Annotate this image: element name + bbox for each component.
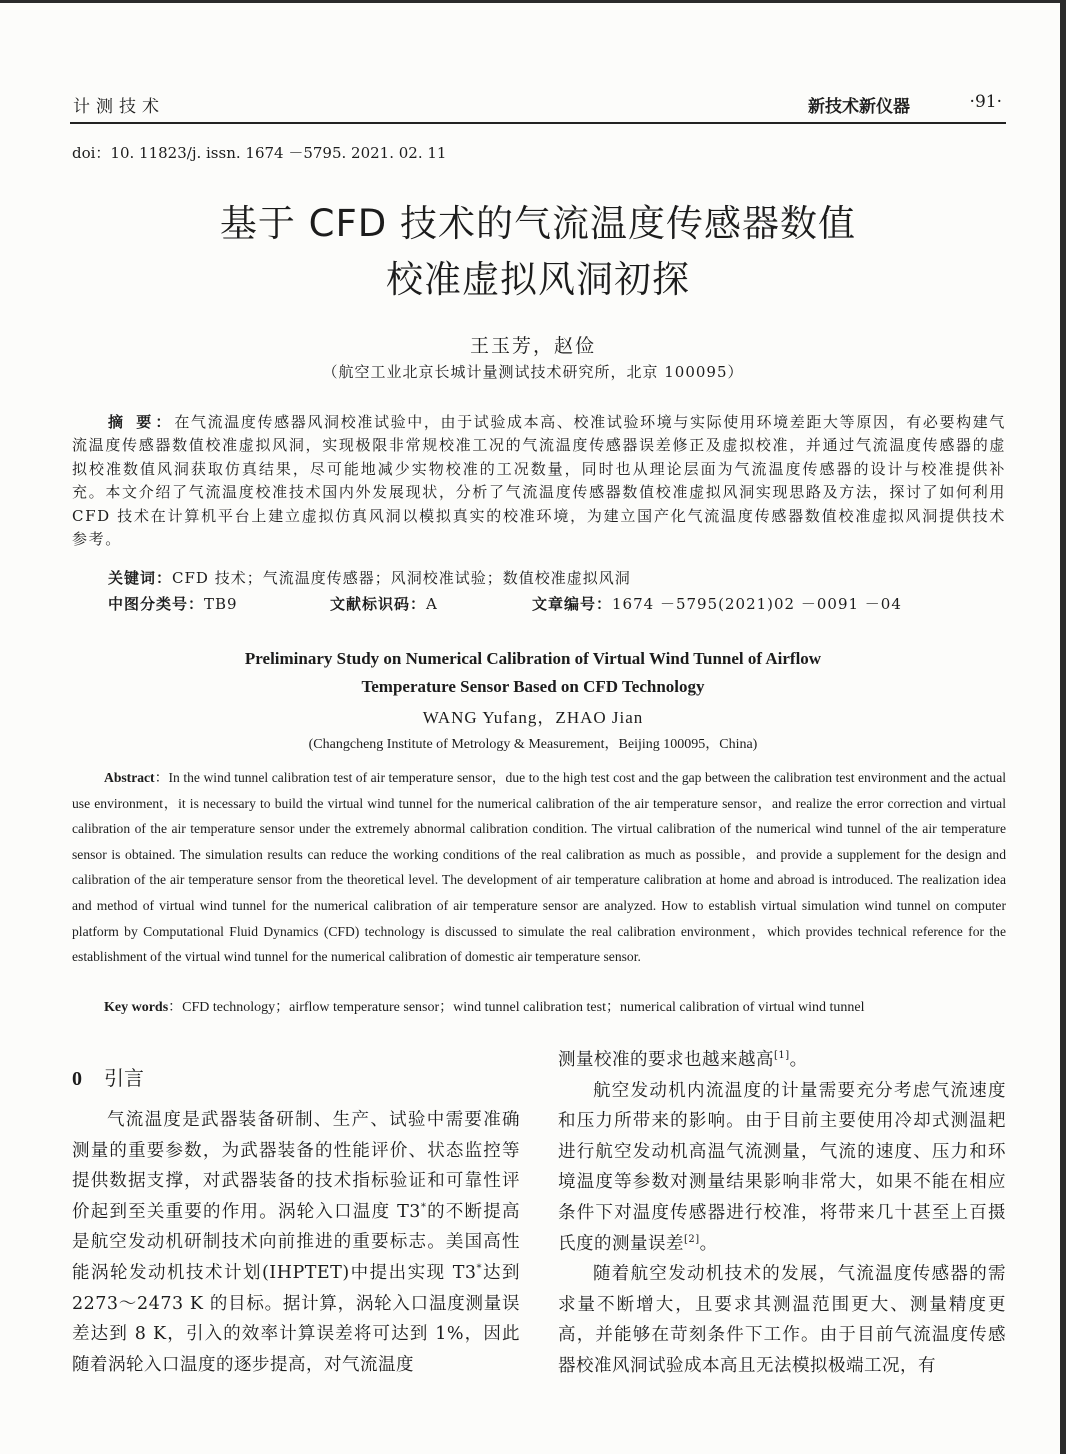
title-en-line1: Preliminary Study on Numerical Calibration of Virtual Wind Tunnel of Airflow [244,649,822,668]
abstract-cn-text: 在气流温度传感器风洞校准试验中，由于试验成本高、校准试验环境与实际使用环境差距大等原因，有必要构建气流温度传感器数值校准虚拟风洞，实现极限非常规校准工况的气流温度传感器误差修正及虚拟校准，并通过气流温度传感器的虚拟校准数值风洞获取仿真结果，尽可能地减少实物校准的工况数量，同时也从理论层面为气流温度传感器的设计与校准提供补充。本文介绍了气流温度校准技术国内外发展现状，分析了气流温度传感器数值校准虚拟风洞实现思路及方法，探讨了如何利用 CFD 技术在计算机平台上建立虚拟仿真风洞以模拟真实的校准环境，为建立国产化气流温度传感器数值校准虚拟风洞提供技术参考。 [72,413,1006,549]
article-number: 文章编号：1674 －5795(2021)02 －0091 －04 [532,595,902,613]
keywords-en-text: CFD technology；airflow temperature sensor；wind tunnel calibration test；numerical calibration of virtual wind tunnel [182,1000,865,1015]
paragraph: 气流温度是武器装备研制、生产、试验中需要准确测量的重要参数，为武器装备的性能评价、状态监控等提供数据支撑，对武器装备的技术指标验证和可靠性评价起到至关重要的作用。涡轮入口温度 T3*的不断提高是航空发动机研制技术向前推进的重要标志。美国高性能涡轮发动机技术计划(IHPTET)中提出实现 T3*达到 2273～2473 K 的目标。据计算，涡轮入口温度测量误差达到 8 K，引入的效率计算误差将可达到 1%，因此随着涡轮入口温度的逐步提高，对气流温度 [72,1110,521,1375]
abstract-en-text: In the wind tunnel calibration test of air temperature sensor，due to the high test cost and the gap between the calibration test environment and the actual use environment，it is necessary to build the virtual wind tunnel for the numerical calibration of the air temperature sensor，and realize the error correction and virtual calibration of the air temperature sensor under the extremely abnormal calibration condition. The virtual calibration of the numerical wind tunnel of the air temperature sensor is obtained. The simulation results can reduce the working conditions of the real calibration as much as possible，and provide a supplement for the design and calibration of the air temperature sensor from the theoretical level. The development of air temperature calibration at home and abroad is introduced. The realization idea and method of virtual wind tunnel for the numerical calibration of air temperature sensor are analyzed. How to establish virtual simulation wind tunnel on computer platform by Computational Fluid Dynamics (CFD) technology is discussed to simulate the real calibration environment，which provides technical reference for the establishment of the virtual wind tunnel for the numerical calibration of domestic air temperature sensor. [72,770,1007,965]
paragraph: 航空发动机内流温度的计量需要充分考虑气流速度和压力所带来的影响。由于目前主要使用冷却式测温耙进行航空发动机高温气流测量，气流的速度、压力和环境温度等参数对测量结果影响非常大，如果不能在相应条件下对温度传感器进行校准，将带来几十甚至上百摄氏度的测量误差[2]。 [558,1080,1006,1254]
title-cn [70,196,1006,308]
abstract-en-label: Abstract [104,770,155,785]
page-number: ·91· [969,92,1002,112]
section-number: 0 [72,1068,82,1090]
paragraph: 测量校准的要求也越来越高[1]。 [558,1050,808,1070]
column-name: 新技术新仪器 [808,97,910,117]
abstract-cn [72,411,1006,551]
paragraph: 随着航空发动机技术的发展，气流温度传感器的需求量不断增大，且要求其测温范围更大、测量精度更高，并能够在苛刻条件下工作。由于目前气流温度传感器校准风洞试验成本高且无法模拟极端工况，有 [558,1264,1006,1376]
keywords-cn [108,567,631,588]
journal-name: 计测技术 [73,97,165,117]
keywords-en-label: Key words [104,1000,169,1015]
title-cn-line1: 基于 CFD 技术的气流温度传感器数值 [219,202,857,245]
doi: doi：10. 11823/j. issn. 1674 －5795. 2021. 02. 11 [72,144,447,162]
citation: [1] [774,1050,790,1062]
authors-en: WANG Yufang，ZHAO Jian [422,708,644,727]
body-column-left [72,1105,520,1380]
document-code: 文献标识码：A [330,595,438,613]
keywords-cn-label: 关键词： [108,569,173,587]
affiliation-cn: （航空工业北京长城计量测试技术研究所，北京 100095） [322,363,744,381]
running-header [70,92,1006,124]
abstract-en: Abstract：In the wind tunnel calibration test of air temperature sensor，due to the high test cost and the gap between the calibration test environment and the actual use environment，it is necessary to build the virtual wind tunnel for the numerical calibration of the air temperature sensor，and realize the error correction and virtual calibration of the air temperature sensor under the extremely abnormal calibration condition. The virtual calibration of the numerical wind tunnel of the air temperature sensor is obtained. The simulation results can reduce the working conditions of the real calibration as much as possible，and provide a supplement for the design and calibration of the air temperature sensor from the theoretical level. The development of air temperature calibration at home and abroad is introduced. The realization idea and method of virtual wind tunnel for the numerical calibration of air temperature sensor are analyzed. How to establish virtual simulation wind tunnel on computer platform by Computational Fluid Dynamics (CFD) technology is discussed to simulate the real calibration environment，which provides technical reference for the establishment of the virtual wind tunnel for the numerical calibration of domestic air temperature sensor. [72,770,1007,965]
title-en-line2: Temperature Sensor Based on CFD Technology [361,677,705,696]
keywords-en: Key words：CFD technology；airflow temperature sensor；wind tunnel calibration test；numerical calibration of virtual wind tunnel [104,1000,865,1015]
affiliation-en: (Changcheng Institute of Metrology & Measurement，Beijing 100095，China) [308,737,758,752]
title-cn-line2: 校准虚拟风洞初探 [386,258,690,301]
section-title: 引言 [104,1066,144,1090]
citation: [2] [684,1233,700,1245]
abstract-cn-label: 摘 要： [108,413,175,431]
scan-edge-top [0,0,1066,3]
section-heading [72,1062,144,1091]
body-column-right [558,1045,1006,1382]
keywords-cn-text: CFD 技术；气流温度传感器；风洞校准试验；数值校准虚拟风洞 [172,569,631,587]
authors-cn: 王玉芳，赵俭 [469,335,596,357]
clc-code: 中图分类号：TB9 [108,595,238,613]
title-en [0,645,1066,701]
